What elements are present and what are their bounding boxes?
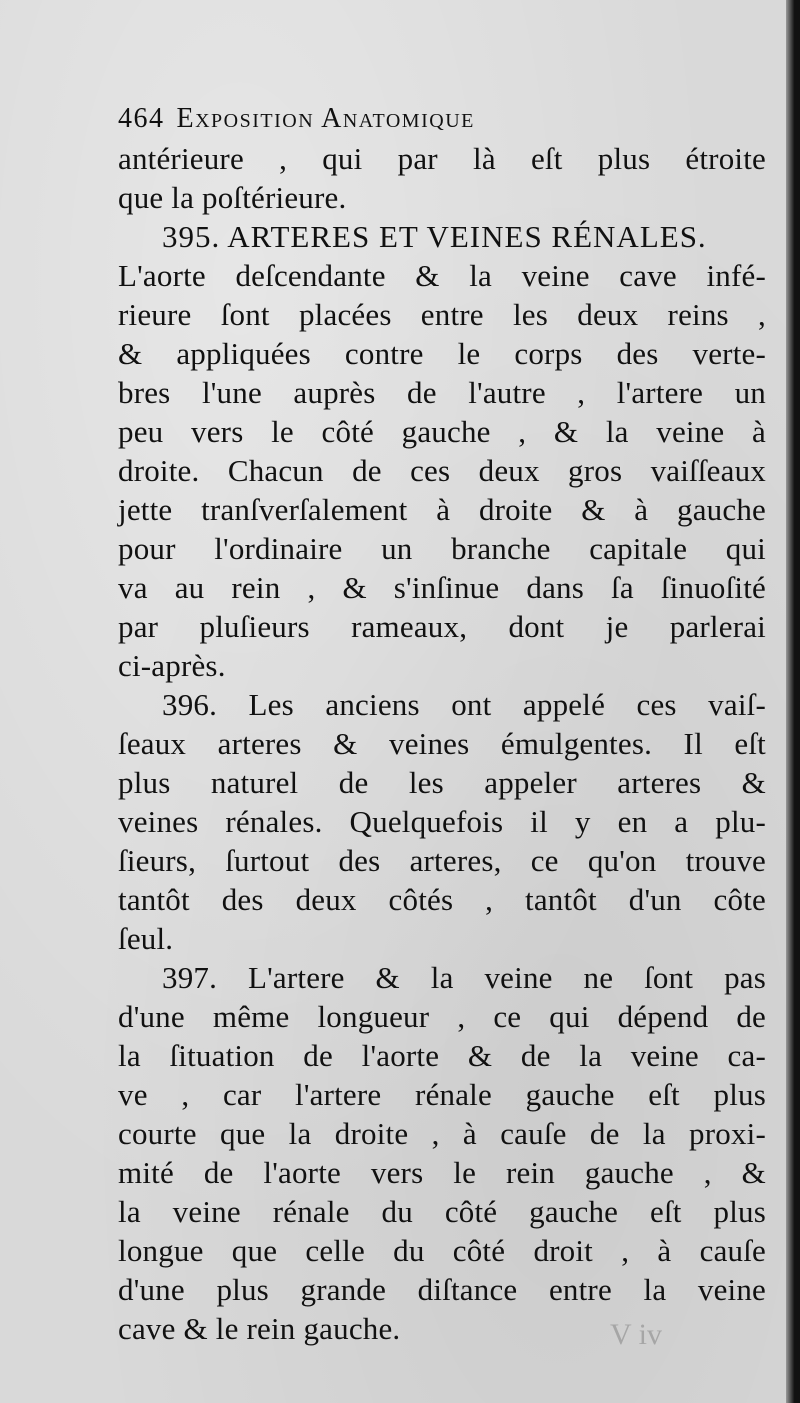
- text-line: la veine rénale du côté gauche eſt plus: [118, 1194, 766, 1229]
- text-line: & appliquées contre le corps des verte-: [118, 336, 766, 371]
- page-edge-shadow: [786, 0, 800, 1403]
- text-line: cave & le rein gauche.: [118, 1311, 401, 1346]
- signature-mark: V iv: [610, 1318, 662, 1351]
- text-line: d'une plus grande diſtance entre la veine: [118, 1272, 766, 1307]
- text-line: peu vers le côté gauche , & la veine à: [118, 414, 766, 449]
- text-line: pour l'ordinaire un branche capitale qui: [118, 531, 766, 566]
- text-line: va au rein , & s'inſinue dans ſa ſinuoſité: [118, 570, 766, 605]
- text-line: ſieurs, ſurtout des arteres, ce qu'on trouve: [118, 843, 766, 878]
- text-line: rieure ſont placées entre les deux reins ,: [118, 297, 766, 332]
- running-title: Exposition Anatomique: [176, 103, 475, 134]
- text-line: par pluſieurs rameaux, dont je parlerai: [118, 609, 766, 644]
- text-line: ci-après.: [118, 648, 226, 683]
- page-number: 464: [118, 103, 165, 134]
- text-line: d'une même longueur , ce qui dépend de: [118, 999, 766, 1034]
- text-line: longue que celle du côté droit , à cauſe: [118, 1233, 766, 1268]
- text-line: tantôt des deux côtés , tantôt d'un côte: [118, 882, 766, 917]
- text-line: veines rénales. Quelquefois il y en a plu-: [118, 804, 766, 839]
- text-line: bres l'une auprès de l'autre , l'artere un: [118, 375, 766, 410]
- text-line: ſeul.: [118, 921, 174, 956]
- text-line: courte que la droite , à cauſe de la proxi-: [118, 1116, 766, 1151]
- paragraph-396-start: 396. Les anciens ont appelé ces vaiſ-: [162, 687, 766, 722]
- text-line: L'aorte deſcendante & la veine cave infé-: [118, 258, 766, 293]
- section-heading-395: 395. ARTERES ET VEINES RÉNALES.: [162, 219, 707, 254]
- text-line: mité de l'aorte vers le rein gauche , &: [118, 1155, 766, 1190]
- text-line: la ſituation de l'aorte & de la veine ca-: [118, 1038, 766, 1073]
- paragraph-397-start: 397. L'artere & la veine ne ſont pas: [162, 960, 766, 995]
- text-line: plus naturel de les appeler arteres &: [118, 765, 766, 800]
- text-line: droite. Chacun de ces deux gros vaiſſeaux: [118, 453, 766, 488]
- text-line: ſeaux arteres & veines émulgentes. Il eſt: [118, 726, 766, 761]
- text-line: ve , car l'artere rénale gauche eſt plus: [118, 1077, 766, 1112]
- text-line: que la poſtérieure.: [118, 180, 347, 215]
- text-line: jette tranſverſalement à droite & à gauche: [118, 492, 766, 527]
- running-header: [118, 100, 766, 138]
- text-line: antérieure , qui par là eſt plus étroite: [118, 141, 766, 176]
